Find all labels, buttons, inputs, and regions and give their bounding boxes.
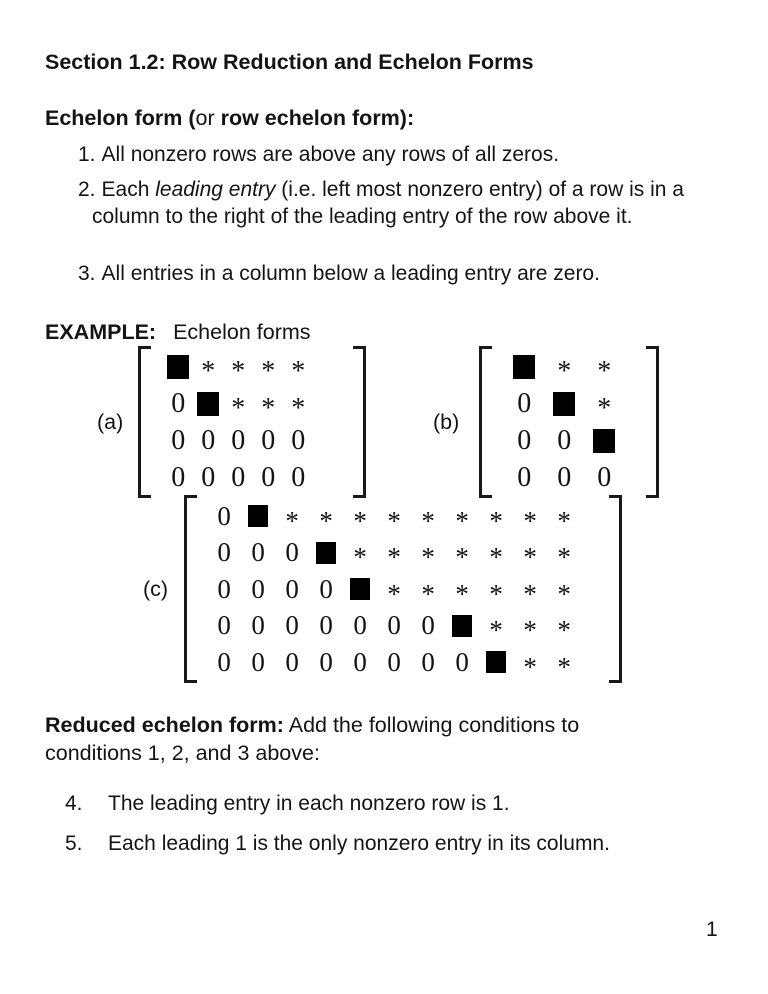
condition-2-number: 2. [78,178,96,201]
leading-entry-square [309,535,343,572]
arbitrary-entry-asterisk: * [523,542,537,573]
right-bracket [646,346,659,498]
arbitrary-entry-asterisk: * [421,505,435,536]
zero-entry: 0 [285,537,299,568]
zero-entry: 0 [217,573,231,604]
right-bracket [353,346,366,498]
zero-entry: 0 [261,461,276,493]
zero-entry: 0 [217,537,231,568]
zero-entry: 0 [291,424,306,456]
arbitrary-entry-asterisk: * [261,392,276,424]
left-bracket [138,346,151,498]
zero-entry: 0 [387,610,401,641]
zero-entry: 0 [517,461,532,493]
zero-entry: 0 [421,610,435,641]
zero-entry: 0 [217,500,231,531]
arbitrary-entry-asterisk: * [261,355,276,387]
zero-entry: 0 [597,461,612,493]
arbitrary-entry-asterisk: * [489,505,503,536]
black-square-icon [513,355,535,379]
zero-entry: 0 [251,610,265,641]
zero-entry: 0 [387,646,401,677]
zero-entry: 0 [557,461,572,493]
condition-4-number: 4. [65,792,83,815]
black-square-icon [553,392,575,416]
arbitrary-entry-asterisk: * [231,392,246,424]
condition-item-5 [65,832,610,856]
zero-entry: 0 [217,610,231,641]
black-square-icon [197,392,219,416]
leading-entry-square [544,385,584,422]
condition-2-text-pre: Each [101,178,156,201]
leading-entry-square [343,571,377,608]
zero-entry: 0 [251,646,265,677]
leading-entry-square [479,644,513,681]
matrix-c-label: (c) [143,576,169,601]
reduced-echelon-term: Reduced echelon form: [45,713,284,737]
arbitrary-entry-asterisk: * [291,392,306,424]
arbitrary-entry-asterisk: * [353,542,367,573]
zero-entry: 0 [251,573,265,604]
arbitrary-entry-asterisk: * [489,578,503,609]
condition-5-text: Each leading 1 is the only nonzero entry in its column. [108,832,610,855]
condition-1-text: All nonzero rows are above any rows of all zeros. [101,143,560,166]
arbitrary-entry-asterisk: * [523,578,537,609]
reduced-echelon-text: Add the following conditions to conditions 1, 2, and 3 above: [45,713,580,765]
arbitrary-entry-asterisk: * [387,505,401,536]
condition-3-number: 3. [78,262,96,285]
arbitrary-entry-asterisk: * [231,355,246,387]
arbitrary-entry-asterisk: * [489,542,503,573]
leading-entry-square [163,348,193,385]
arbitrary-entry-asterisk: * [557,651,571,682]
arbitrary-entry-asterisk: * [523,651,537,682]
arbitrary-entry-asterisk: * [597,355,612,387]
condition-item-1 [78,141,559,168]
zero-entry: 0 [261,424,276,456]
zero-entry: 0 [291,461,306,493]
arbitrary-entry-asterisk: * [319,505,333,536]
condition-item-3 [78,260,600,287]
arbitrary-entry-asterisk: * [557,615,571,646]
arbitrary-entry-asterisk: * [387,578,401,609]
right-bracket [609,495,622,683]
zero-entry: 0 [231,424,246,456]
arbitrary-entry-asterisk: * [285,505,299,536]
matrix-a-grid [151,346,353,498]
arbitrary-entry-asterisk: * [353,505,367,536]
definition-normal-part: or [195,106,221,130]
zero-entry: 0 [171,461,186,493]
arbitrary-entry-asterisk: * [455,578,469,609]
matrix-b-label: (b) [433,409,460,434]
definition-bold-part-2: row echelon form): [220,106,415,130]
zero-entry: 0 [171,424,186,456]
matrix-a [97,346,366,498]
arbitrary-entry-asterisk: * [455,505,469,536]
condition-4-text: The leading entry in each nonzero row is 1. [108,792,510,815]
left-bracket [479,346,492,498]
zero-entry: 0 [319,610,333,641]
echelon-form-definition [45,106,414,131]
zero-entry: 0 [319,646,333,677]
zero-entry: 0 [285,646,299,677]
matrix-b-body [479,346,659,498]
matrix-c-grid [197,495,609,683]
condition-2-italic-term: leading entry [155,178,276,201]
zero-entry: 0 [251,537,265,568]
zero-entry: 0 [201,424,216,456]
arbitrary-entry-asterisk: * [557,542,571,573]
zero-entry: 0 [319,573,333,604]
zero-entry: 0 [557,424,572,456]
condition-item-2 [78,176,704,230]
leading-entry-square [193,385,223,422]
matrix-b [433,346,659,498]
arbitrary-entry-asterisk: * [291,355,306,387]
matrix-a-body [138,346,366,498]
zero-entry: 0 [517,387,532,419]
black-square-icon [486,651,506,673]
condition-2-text-post: (i.e. left most nonzero entry) of a row is in a column to the right of the leading entry of the row above it. [92,178,684,228]
zero-entry: 0 [285,573,299,604]
left-bracket [184,495,197,683]
zero-entry: 0 [217,646,231,677]
zero-entry: 0 [171,387,186,419]
definition-bold-part-1: Echelon form ( [45,106,196,130]
matrix-a-label: (a) [97,409,124,434]
reduced-echelon-paragraph [45,711,613,767]
example-text: Echelon forms [173,320,311,344]
matrix-b-grid [492,346,646,498]
black-square-icon [593,429,615,453]
arbitrary-entry-asterisk: * [421,578,435,609]
zero-entry: 0 [353,646,367,677]
arbitrary-entry-asterisk: * [597,392,612,424]
arbitrary-entry-asterisk: * [455,542,469,573]
zero-entry: 0 [201,461,216,493]
arbitrary-entry-asterisk: * [523,505,537,536]
matrix-c-body [184,495,622,683]
black-square-icon [316,542,336,564]
page-number: 1 [706,918,718,941]
condition-1-number: 1. [78,143,96,166]
condition-3-text: All entries in a column below a leading entry are zero. [101,262,600,285]
arbitrary-entry-asterisk: * [421,542,435,573]
arbitrary-entry-asterisk: * [523,615,537,646]
black-square-icon [167,355,189,379]
arbitrary-entry-asterisk: * [387,542,401,573]
black-square-icon [248,505,268,527]
zero-entry: 0 [231,461,246,493]
leading-entry-square [445,608,479,645]
arbitrary-entry-asterisk: * [557,355,572,387]
zero-entry: 0 [353,610,367,641]
condition-item-4 [65,792,510,816]
condition-5-number: 5. [65,832,83,855]
zero-entry: 0 [285,610,299,641]
black-square-icon [350,578,370,600]
leading-entry-square [241,498,275,535]
leading-entry-square [584,422,624,459]
matrix-c [143,495,622,683]
example-heading [45,320,311,345]
arbitrary-entry-asterisk: * [557,505,571,536]
zero-entry: 0 [455,646,469,677]
leading-entry-square [504,348,544,385]
example-label: EXAMPLE: [45,320,157,344]
arbitrary-entry-asterisk: * [201,355,216,387]
arbitrary-entry-asterisk: * [557,578,571,609]
section-title: Section 1.2: Row Reduction and Echelon Forms [45,50,534,74]
arbitrary-entry-asterisk: * [489,615,503,646]
zero-entry: 0 [517,424,532,456]
black-square-icon [452,615,472,637]
zero-entry: 0 [421,646,435,677]
